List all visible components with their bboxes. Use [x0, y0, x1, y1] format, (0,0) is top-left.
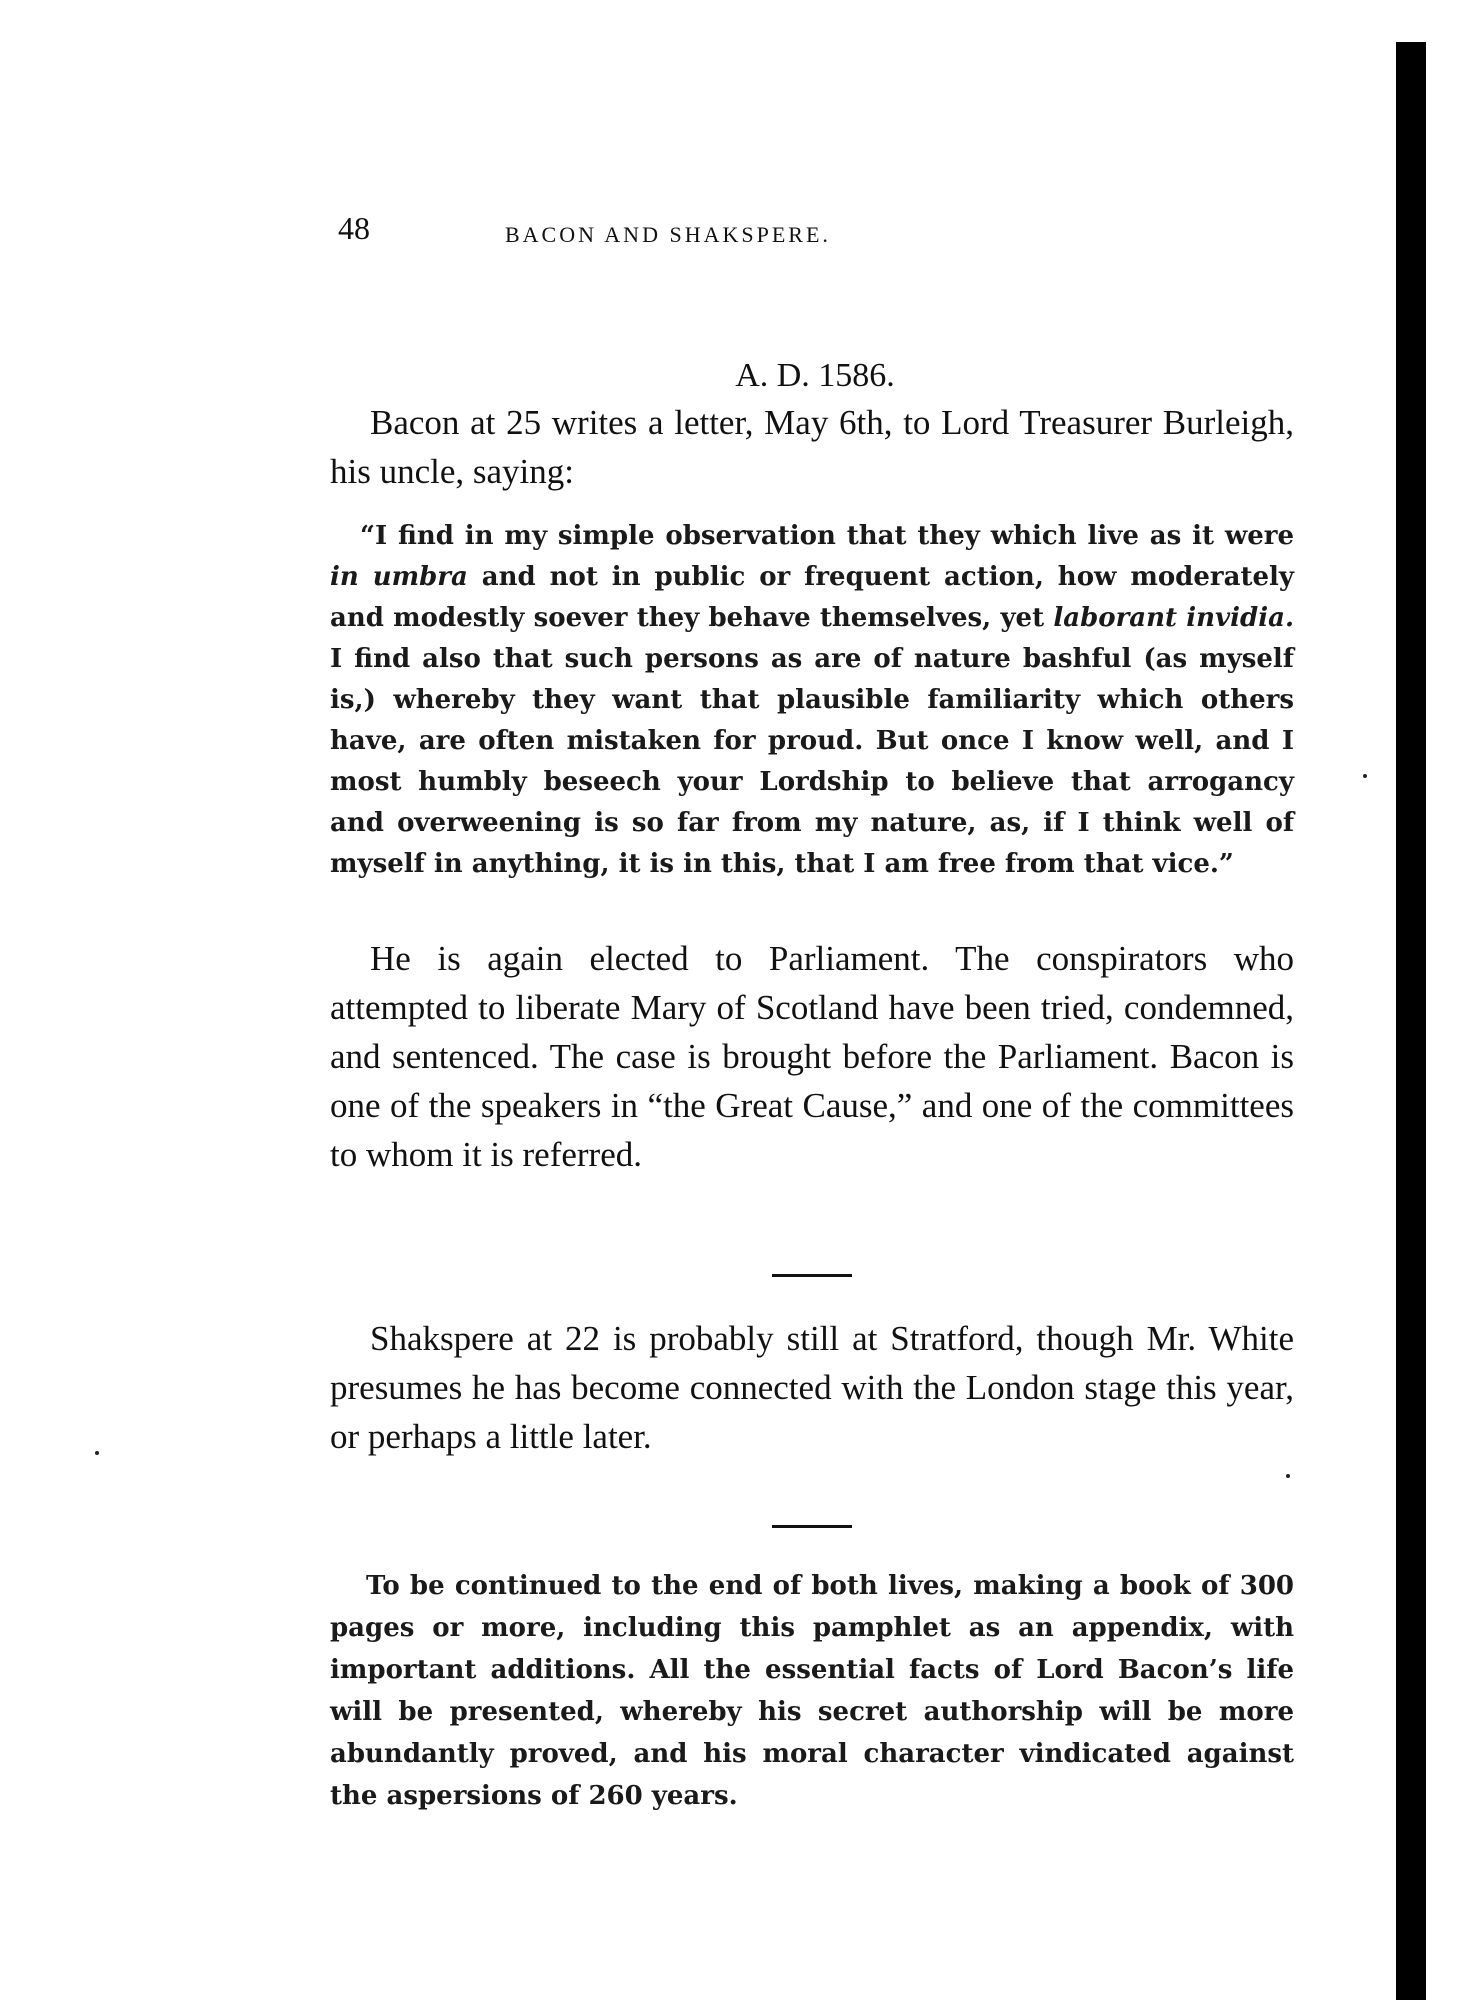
shakspere-paragraph: Shakspere at 22 is probably still at Stratford, though Mr. White presumes he has become connected with the London stage this year, or perhaps a little later.: [330, 1319, 1294, 1456]
page-edge-shadow: [1396, 42, 1426, 2000]
print-speck: [1363, 774, 1367, 778]
page-number: 48: [338, 210, 370, 246]
year-heading: A. D. 1586.: [735, 357, 895, 394]
bacon-letter-intro: Bacon at 25 writes a letter, May 6th, to Lord Treasurer Burleigh, his uncle, saying:: [330, 403, 1294, 491]
quote-italic-latin-1: in umbra: [330, 562, 468, 592]
section-rule: [772, 1525, 852, 1528]
section-rule: [772, 1274, 852, 1277]
quote-italic-latin-2: laborant invidia.: [1053, 603, 1294, 633]
letter-quote: “I find in my simple observation that they which live as it were in umbra and not in public or frequent action, how moderately and modestly soever they behave themselves, yet laborant invidia. I find also that such persons as are of nature bashful (as myself is,) whereby they want that plausible familiarity which others have, are often mistaken for proud. But once I know well, and I most humbly beseech your Lordship to believe that arrogancy and overweening is so far from my nature, as, if I think well of myself in anything, it is in this, that I am free from that vice.”: [330, 521, 1294, 879]
print-speck: [1286, 1474, 1290, 1478]
running-head: [330, 210, 1050, 260]
continuation-note: To be continued to the end of both lives, making a book of 300 pages or more, including this pamphlet as an appendix, with important additions. All the essential facts of Lord Bacon’s life will be presented, whereby his secret authorship will be more abundantly proved, and his moral character vindicated against the aspersions of 260 years.: [330, 1571, 1294, 1811]
running-title: BACON AND SHAKSPERE.: [505, 222, 831, 247]
print-speck: [95, 1451, 99, 1455]
parliament-paragraph: He is again elected to Parliament. The conspirators who attempted to liberate Mary of Scotland have been tried, condemned, and sentenced. The case is brought before the Parliament. Bacon is one of the speakers in “the Great Cause,” and one of the committees to whom it is referred.: [330, 939, 1294, 1174]
